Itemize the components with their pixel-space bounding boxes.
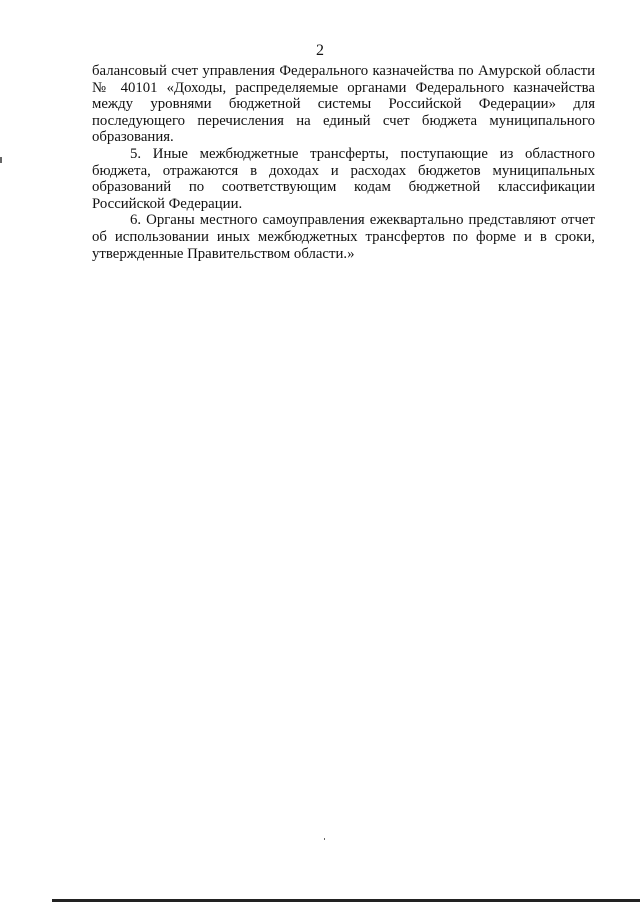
paragraph-5-other-transfers: 5. Иные межбюджетные трансферты, поступающие из областного бюджета, отражаются в доходах и расходах бюджетов муниципальных образований по соответствующим кодам бюджетной классификации Российской Федерации.	[92, 145, 595, 212]
page-number: 2	[316, 42, 324, 59]
paragraph-account-transfer: балансовый счет управления Федерального казначейства по Амурской области № 40101 «Доходы, распределяемые органами Федерального казначейства между уровнями бюджетной системы Российской Федерации» для последующего перечисления на единый счет бюджета муниципального образования.	[92, 63, 595, 146]
scan-artifact-left	[0, 157, 2, 163]
document-body	[92, 63, 595, 262]
scan-artifact-dot	[324, 838, 325, 840]
bottom-scan-edge	[52, 899, 640, 902]
paragraph-6-reporting: 6. Органы местного самоуправления ежеквартально представляют отчет об использовании иных межбюджетных трансфертов по форме и в сроки, утвержденные Правительством области.»	[92, 212, 595, 262]
